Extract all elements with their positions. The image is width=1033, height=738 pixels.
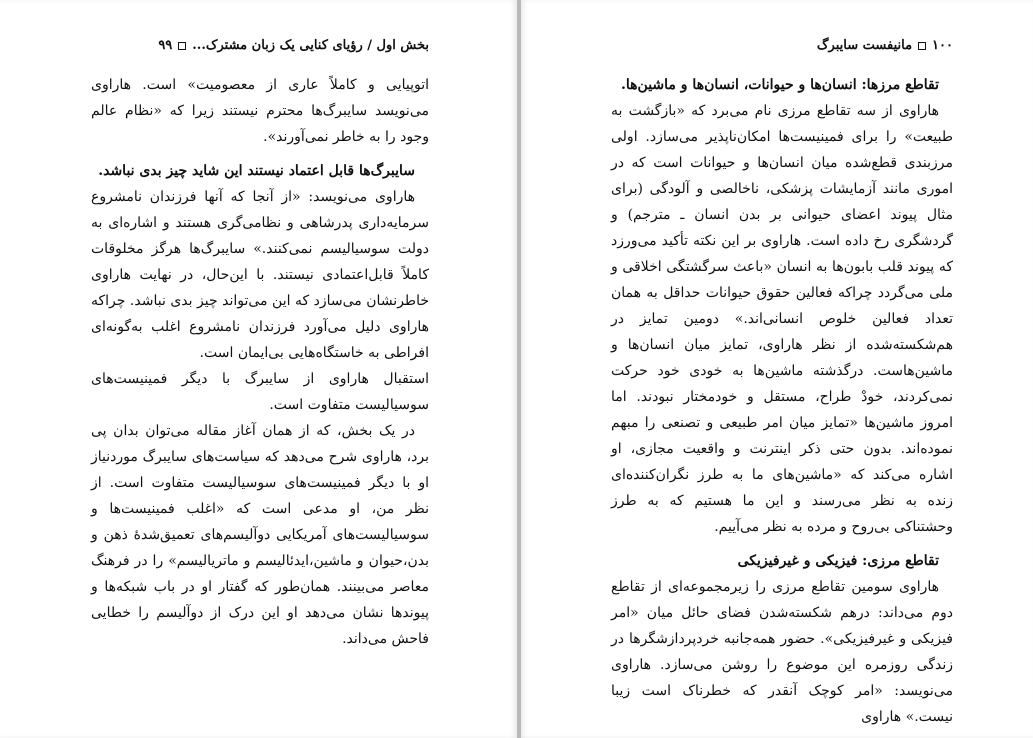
- section-heading: تقاطع مرزها: انسان‌ها و حیوانات، انسان‌ها و ماشین‌ها.: [621, 77, 939, 93]
- left-page-header: [158, 38, 429, 53]
- left-page-number: ۹۹: [158, 38, 173, 53]
- square-ornament-icon: [178, 42, 186, 50]
- left-page-body: [91, 72, 429, 652]
- paragraph: در یک بخش، که از همان آغاز مقاله می‌توان بدان پی برد، هاراوی شرح می‌دهد که سیاست‌های سایبرگ موردنیاز او با دیگر فمینیست‌های سوسیالیست متفاوت است. از نظر من، او مدعی است که «اغلب فمینیست‌ها و سوسیالیست‌های آمریکایی دوآلیسم‌های تعمیق‌شدهٔ ذهن و بدن،حیوان و ماشین،ایدئالیسم و ماتریالیسم» را در فرهنگ معاصر می‌بینند. همان‌طور که گفتار او در باب شبکه‌ها و پیوندها نشان می‌دهد او این درک از دوآلیسم را خطایی فاحش می‌داند.: [91, 423, 429, 647]
- paragraph: هاراوی سومین تقاطع مرزی را زیرمجموعه‌ای از تقاطع دوم می‌داند: درهم شکسته‌شدن فضای حائل میان «امر فیزیکی و غیرفیزیکی». حضور همه‌جانبه خردپردازشگرها در زندگی روزمره این موضوع را روشن می‌سازد. هاراوی می‌نویسد: «امر کوچک آنقدر که خطرناک است زیبا نیست.» هاراوی: [611, 579, 953, 725]
- paragraph: اتوپیایی و کاملاً عاری از معصومیت» است. هاراوی می‌نویسد سایبرگ‌ها محترم نیستند زیرا که «نظام عالم وجود را به خاطر نمی‌آورند».: [91, 77, 429, 145]
- right-header-title: مانیفست سایبرگ: [816, 38, 913, 53]
- paragraph: استقبال هاراوی از سایبرگ با دیگر فمینیست‌های سوسیالیست متفاوت است.: [91, 371, 429, 413]
- right-page: [521, 0, 1033, 738]
- right-page-number: ۱۰۰: [932, 38, 953, 53]
- section-heading: سایبرگ‌ها قابل اعتماد نیستند این شاید چیز بدی نباشد.: [98, 163, 415, 179]
- left-header-title: بخش اول / رؤیای کنایی یک زبان مشترک...: [192, 38, 429, 53]
- square-ornament-icon: [918, 42, 926, 50]
- right-page-body: [611, 72, 953, 730]
- section-heading: تقاطع مرزی: فیزیکی و غیرفیزیکی: [737, 553, 939, 569]
- right-page-header: [817, 38, 953, 53]
- paragraph: هاراوی از سه تقاطع مرزی نام می‌برد که «بازگشت به طبیعت» را برای فمینیست‌ها امکان‌ناپذیر می‌سازد. اولی مرزبندی قطع‌شده میان انسان‌ها و حیوانات است که در اموری مانند آزمایشات پزشکی، ناخالصی و آلودگی (برای مثال پیوند اعضای حیوانی بر بدن انسان ـ مترجم) و گردشگری رخ داده است. هاراوی بر این نکته تأکید می‌ورزد که پیوند قلب بابون‌ها به انسان «باعث سرگشتگی اخلاقی و ملی می‌گردد چراکه فعالین حقوق حیوانات حداقل به همان تعداد فعالین خلوص انسانی‌اند.» دومین تمایز در هم‌شکسته‌شده از نظر هاراوی، تمایز میان انسان‌ها و ماشین‌هاست. درگذشته ماشین‌ها به خودی خود حرکت نمی‌کردند، خودْ طراح، مستقل و خودمختار نبودند. اما امروز ماشین‌ها «تمایز میان امر طبیعی و تصنعی را مبهم نموده‌اند. بدون حتی ذکر اینترنت و واقعیت مجازی، او اشاره می‌کند که «ماشین‌های ما به طرز نگران‌کننده‌ای زنده به نظر می‌رسند و این ما هستیم که به طرز وحشتناکی بی‌روح و مرده به نظر می‌آییم.: [611, 103, 953, 535]
- paragraph: هاراوی می‌نویسد: «از آنجا که آنها فرزندان نامشروع سرمایه‌داری پدرشاهی و نظامی‌گری هستند و اشاره‌ای به دولت سوسیالیسم نمی‌کنند.» سایبرگ‌ها هرگز مخلوقات کاملاً قابل‌اعتمادی نیستند. با این‌حال، در نهایت هاراوی خاطرنشان می‌سازد که این می‌تواند چیز بدی نباشد. چراکه هاراوی دلیل می‌آورد فرزندان نامشروع اغلب به‌گونه‌ای افراطی به خاستگاه‌هایی بی‌ایمان است.: [91, 189, 429, 361]
